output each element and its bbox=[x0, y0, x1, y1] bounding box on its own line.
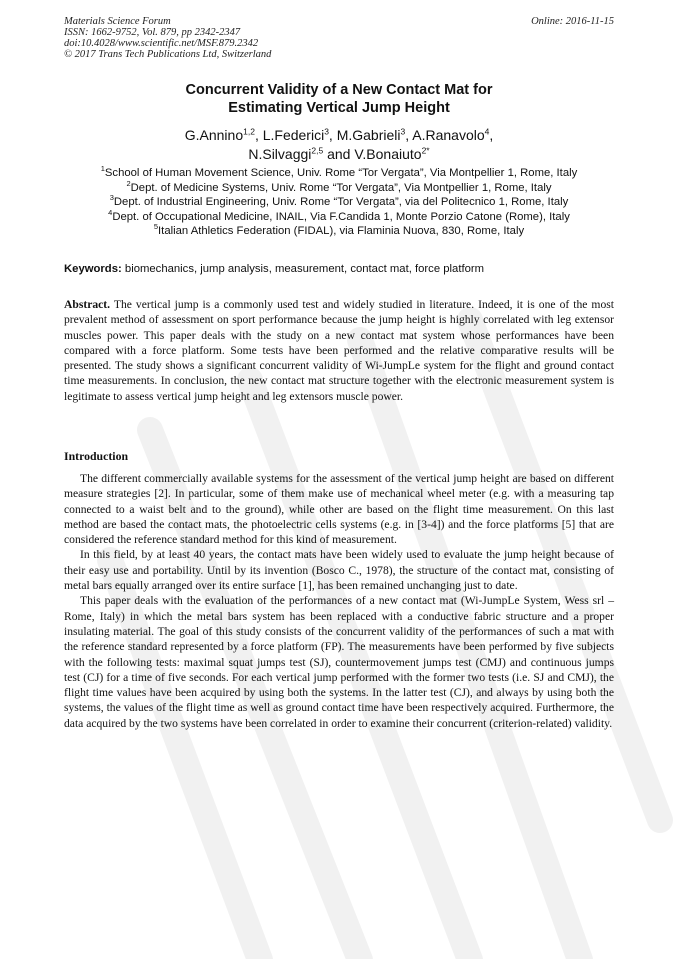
author-affil-ref: 3 bbox=[400, 126, 406, 137]
author-separator: , bbox=[405, 127, 413, 143]
author-separator: , bbox=[328, 127, 337, 143]
doi-line[interactable]: doi:10.4028/www.scientific.net/MSF.879.2342 bbox=[64, 38, 259, 49]
paragraph: In this field, by at least 40 years, the contact mats have been widely used to evaluate the jump height because of their easy use and portability. Until by its invention (Bosco C., 1978), the structure of the contact mat, consisting of metal bars equally arranged over its entire surface [1], has been remained unchanging just to date. bbox=[64, 548, 614, 593]
author-affil-ref: 4 bbox=[484, 126, 490, 137]
author-separator: and bbox=[323, 146, 355, 162]
title-line-1: Concurrent Validity of a New Contact Mat for bbox=[185, 82, 493, 98]
author-affil-ref: 2,5 bbox=[311, 145, 324, 156]
author-separator: , bbox=[489, 127, 494, 143]
affiliation-text: Dept. of Medicine Systems, Univ. Rome “Tor Vergata”, Via Montpellier 1, Rome, Italy bbox=[130, 181, 552, 194]
keywords bbox=[64, 262, 614, 276]
paragraph: The different commercially available systems for the assessment of the vertical jump height are based on different measure strategies [2]. In particular, some of them make use of mechanical wheel meter (e.g. with a measuring tap connected to a waist belt and to the ground), while other are based on the flight time measurement. On this last method are based the contact mats, the photoelectric cells systems (e.g. in [3-4]) and the force platforms [5] that are considered the reference standard method for this kind of measurement. bbox=[64, 472, 614, 547]
author-affil-ref: 2* bbox=[421, 145, 430, 156]
keywords-text: biomechanics, jump analysis, measurement, contact mat, force platform bbox=[124, 263, 485, 275]
author-separator: , bbox=[254, 127, 263, 143]
author-name: M.Gabrieli bbox=[336, 127, 401, 143]
online-date: Online: 2016-11-15 bbox=[531, 16, 614, 27]
affiliation-number: 3 bbox=[109, 193, 114, 203]
title-line-2: Estimating Vertical Jump Height bbox=[228, 100, 450, 116]
affiliation-item bbox=[64, 178, 614, 196]
affiliation-number: 1 bbox=[100, 164, 105, 174]
abstract-text: The vertical jump is a commonly used test and widely studied in literature. Indeed, it is one of the most prevalent method of assessment on sport performance because the jump height is highly correlated with leg extensor muscles power. This paper deals with the study on a new contact mat system whose performances have been compared with a force platform. Some tests have been performed and the relative comparative results will be presented. The study shows a significant concurrent validity of Wi-JumpLe system for the flight and ground contact time measurements. In conclusion, the new contact mat structure together with the electronic measurement system is legitimate to assess vertical jump height and leg extensors muscle power. bbox=[64, 298, 614, 403]
author-line-1 bbox=[64, 126, 614, 145]
copyright-line: © 2017 Trans Tech Publications Ltd, Switzerland bbox=[64, 49, 272, 60]
author-name: N.Silvaggi bbox=[248, 146, 312, 162]
affiliation-item bbox=[64, 210, 614, 225]
author-name: G.Annino bbox=[184, 127, 244, 143]
issn-line: ISSN: 1662-9752, Vol. 879, pp 2342-2347 bbox=[64, 27, 241, 38]
affiliation-number: 2 bbox=[126, 178, 131, 188]
author-name: L.Federici bbox=[262, 127, 325, 143]
affiliation-list bbox=[64, 166, 614, 239]
affiliation-item bbox=[64, 166, 614, 181]
abstract-label: Abstract. bbox=[64, 298, 111, 311]
author-affil-ref: 3 bbox=[324, 126, 329, 137]
keywords-label: Keywords: bbox=[64, 263, 122, 275]
introduction-body bbox=[64, 471, 614, 731]
section-heading-introduction: Introduction bbox=[64, 449, 129, 463]
paper-title bbox=[64, 81, 614, 117]
abstract bbox=[64, 297, 614, 404]
author-line-2 bbox=[64, 145, 614, 164]
paragraph: This paper deals with the evaluation of the performances of a new contact mat (Wi-JumpLe System, Wess srl – Rome, Italy) in which the metal bars system has been replaced with a conductive fabric structure and a proper insulating material. The goal of this study consists of the concurrent validity of the performances of such a mat with the reference standard represented by a force platform (FP). The measurements have been performed by five subjects with the following tests: maximal squat jumps test (SJ), countermovement jumps test (CMJ) and continuous jumps test (CJ) for a time of five seconds. For each vertical jump performed with the former two tests (i.e. SJ and CMJ), the flight time values have been acquired by using both the systems. In the latter test (CJ), and always by using both the systems, the values of the flight time as well as ground contact time have been respectively acquired. Furthermore, the data acquired by the two systems have been correlated in order to examine their concurrent (criterion-related) validity. bbox=[64, 594, 614, 730]
author-name: A.Ranavolo bbox=[412, 127, 485, 143]
affiliation-number: 5 bbox=[153, 222, 159, 232]
affiliation-text: School of Human Movement Science, Univ. Rome “Tor Vergata”, Via Montpellier 1, Rome, Italy bbox=[104, 167, 578, 179]
author-list bbox=[64, 126, 614, 164]
affiliation-text: Dept. of Occupational Medicine, INAIL, Via F.Candida 1, Monte Porzio Catone (Rome), Italy bbox=[112, 210, 570, 223]
author-name: V.Bonaiuto bbox=[354, 146, 422, 162]
journal-header bbox=[64, 16, 271, 60]
affiliation-text: Italian Athletics Federation (FIDAL), via Flaminia Nuova, 830, Rome, Italy bbox=[158, 225, 525, 238]
affiliation-number: 4 bbox=[108, 208, 113, 218]
journal-name: Materials Science Forum bbox=[64, 16, 171, 27]
affiliation-text: Dept. of Industrial Engineering, Univ. Rome “Tor Vergata”, via del Politecnico 1, Rome, Italy bbox=[113, 196, 569, 209]
author-affil-ref: 1,2 bbox=[243, 126, 255, 137]
affiliation-item bbox=[64, 224, 614, 239]
affiliation-item bbox=[64, 195, 614, 210]
